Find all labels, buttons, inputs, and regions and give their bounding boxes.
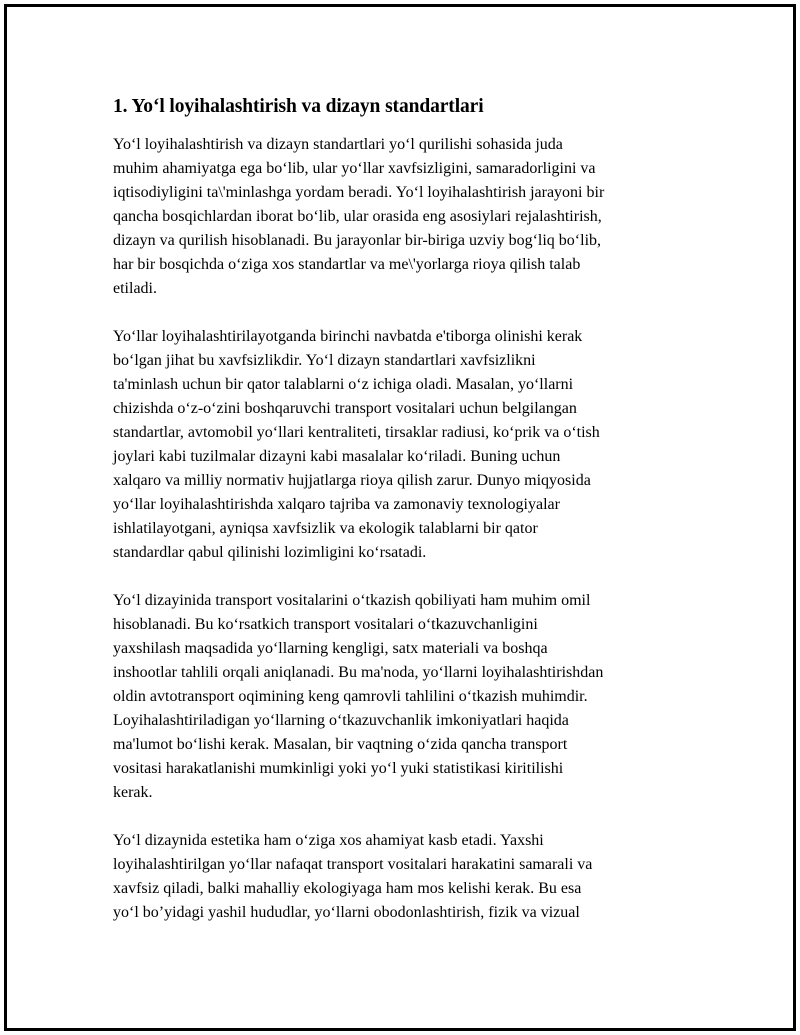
paragraph-line: Yo‘l dizaynida estetika ham o‘ziga xos ahamiyat kasb etadi. Yaxshi [113,832,544,849]
paragraph-line: standardlar qabul qilinishi lozimligini ko‘rsatadi. [113,544,427,561]
paragraph [113,133,693,301]
paragraph-line: bo‘lgan jihat bu xavfsizlikdir. Yo‘l dizayn standartlari xavfsizlikni [113,352,536,369]
paragraph-line: iqtisodiyligini ta\'minlashga yordam beradi. Yo‘l loyihalashtirish jarayoni bir [113,184,605,201]
paragraph-line: muhim ahamiyatga ega bo‘lib, ular yo‘llar xavfsizligini, samaradorligini va [113,160,596,177]
paragraph-line: chizishda o‘z-o‘zini boshqaruvchi transport vositalari uchun belgilangan [113,400,577,417]
paragraphs-container [113,133,693,925]
paragraph-line: standartlar, avtomobil yo‘llari kentraliteti, tirsaklar radiusi, ko‘prik va o‘tish [113,424,600,441]
paragraph-line: etiladi. [113,280,157,297]
paragraph-line: ta'minlash uchun bir qator talablarni o‘z ichiga oladi. Masalan, yo‘llarni [113,376,574,393]
paragraph-line: Yo‘llar loyihalashtirilayotganda birinchi navbatda e'tiborga olinishi kerak [113,328,583,345]
paragraph-line: qancha bosqichlardan iborat bo‘lib, ular orasida eng asosiylari rejalashtirish, [113,208,602,225]
paragraph-line: xalqaro va milliy normativ hujjatlarga rioya qilish zarur. Dunyo miqyosida [113,472,591,489]
paragraph-line: Yo‘l loyihalashtirish va dizayn standartlari yo‘l qurilishi sohasida juda [113,136,563,153]
paragraph [113,829,693,925]
document-body [113,94,693,949]
paragraph-line: joylari kabi tuzilmalar dizayni kabi masalalar ko‘riladi. Buning uchun [113,448,561,465]
paragraph-line: har bir bosqichda o‘ziga xos standartlar va me\'yorlarga rioya qilish talab [113,256,581,273]
paragraph-line: Loyihalashtiriladigan yo‘llarning o‘tkazuvchanlik imkoniyatlari haqida [113,712,569,729]
paragraph [113,589,693,805]
paragraph-line: xavfsiz qiladi, balki mahalliy ekologiyaga ham mos kelishi kerak. Bu esa [113,880,582,897]
paragraph-line: Yo‘l dizayinida transport vositalarini o‘tkazish qobiliyati ham muhim omil [113,592,591,609]
paragraph-line: kerak. [113,784,153,801]
section-heading: 1. Yo‘l loyihalashtirish va dizayn standartlari [113,96,484,117]
paragraph-line: vositasi harakatlanishi mumkinligi yoki yo‘l yuki statistikasi kiritilishi [113,760,564,777]
paragraph-line: dizayn va qurilish hisoblanadi. Bu jarayonlar bir-biriga uzviy bog‘liq bo‘lib, [113,232,602,249]
paragraph-line: yo‘l bo’yidagi yashil hududlar, yo‘llarni obodonlashtirish, fizik va vizual [113,904,580,921]
paragraph [113,325,693,565]
paragraph-line: inshootlar tahlili orqali aniqlanadi. Bu ma'noda, yo‘llarni loyihalashtirishdan [113,664,604,681]
paragraph-line: yo‘llar loyihalashtirishda xalqaro tajriba va zamonaviy texnologiyalar [113,496,560,513]
paragraph-line: oldin avtotransport oqimining keng qamrovli tahlilini o‘tkazish muhimdir. [113,688,588,705]
paragraph-line: ma'lumot bo‘lishi kerak. Masalan, bir vaqtning o‘zida qancha transport [113,736,568,753]
paragraph-line: yaxshilash maqsadida yo‘llarning kengligi, satx materiali va boshqa [113,640,548,657]
paragraph-line: loyihalashtirilgan yo‘llar nafaqat transport vositalari harakatini samarali va [113,856,593,873]
paragraph-line: hisoblanadi. Bu ko‘rsatkich transport vositalari o‘tkazuvchanligini [113,616,538,633]
paragraph-line: ishlatilayotgani, ayniqsa xavfsizlik va ekologik talablarni bir qator [113,520,538,537]
